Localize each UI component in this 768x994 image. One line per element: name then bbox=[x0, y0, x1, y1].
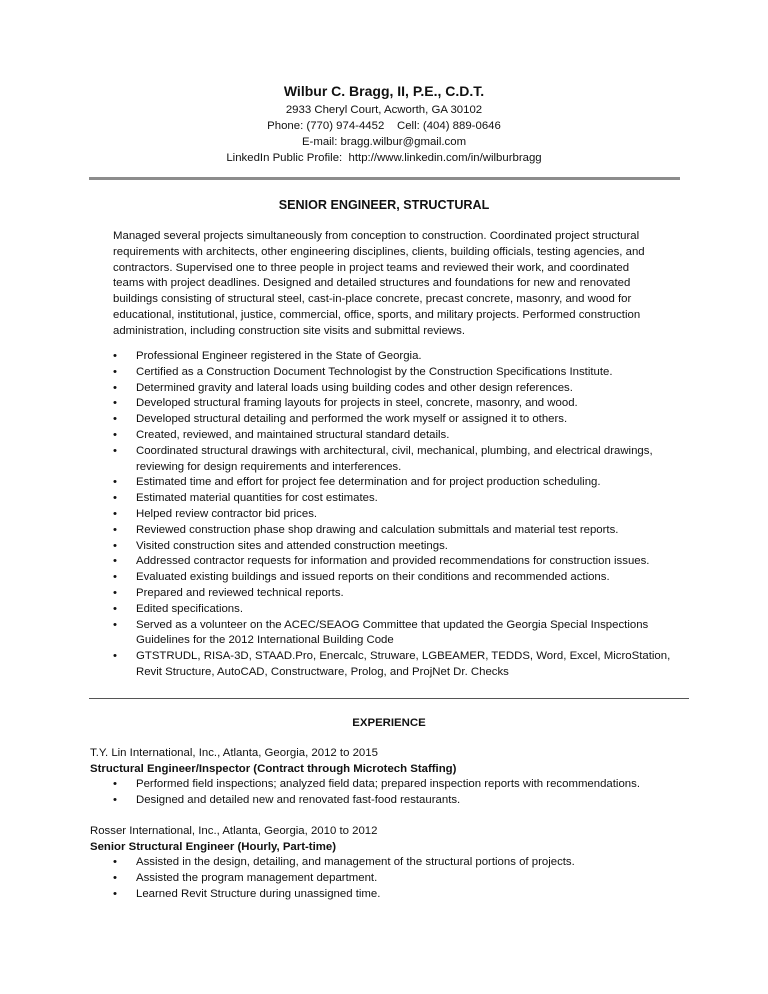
bullet-icon: • bbox=[113, 887, 117, 900]
company-line: Rosser International, Inc., Atlanta, Georgia, 2010 to 2012 bbox=[90, 825, 378, 837]
duty-text: Performed field inspections; analyzed field data; prepared inspection reports with recommendations. bbox=[136, 778, 640, 790]
bullet-icon: • bbox=[113, 365, 117, 378]
bullet-icon: • bbox=[113, 856, 117, 868]
qualification-item bbox=[113, 381, 693, 397]
bullet-icon: • bbox=[113, 793, 117, 806]
bullet-icon: • bbox=[113, 507, 117, 520]
qualification-item bbox=[113, 602, 693, 618]
qualification-item bbox=[113, 586, 693, 602]
qualification-text: Determined gravity and lateral loads using building codes and other design references. bbox=[136, 381, 573, 394]
qualification-item bbox=[113, 491, 693, 507]
qualification-item bbox=[113, 507, 693, 523]
bullet-icon: • bbox=[113, 571, 117, 584]
duty-item bbox=[113, 855, 700, 871]
duty-text: Assisted in the design, detailing, and management of the structural portions of projects. bbox=[136, 856, 575, 868]
qualification-item bbox=[113, 523, 693, 539]
qualification-item bbox=[113, 475, 693, 491]
role-title: Senior Structural Engineer (Hourly, Part-time) bbox=[90, 841, 336, 853]
qualification-text: Helped review contractor bid prices. bbox=[136, 507, 318, 520]
job-title: SENIOR ENGINEER, STRUCTURAL bbox=[278, 198, 490, 212]
qualification-item bbox=[113, 349, 693, 365]
qualification-text: Prepared and reviewed technical reports. bbox=[136, 586, 344, 599]
qualification-text: Evaluated existing buildings and issued reports on their conditions and recommended actions. bbox=[136, 571, 610, 584]
duties-list bbox=[113, 855, 700, 902]
company-line: T.Y. Lin International, Inc., Atlanta, Georgia, 2012 to 2015 bbox=[90, 747, 378, 759]
duty-item bbox=[113, 887, 700, 903]
bullet-icon: • bbox=[113, 650, 117, 663]
bullet-icon: • bbox=[113, 381, 117, 394]
bullet-icon: • bbox=[113, 428, 117, 441]
candidate-name: Wilbur C. Bragg, II, P.E., C.D.T. bbox=[283, 83, 485, 99]
qualification-text: Professional Engineer registered in the State of Georgia. bbox=[136, 350, 422, 362]
qualification-text: Estimated material quantities for cost estimates. bbox=[136, 492, 378, 505]
qualification-item bbox=[113, 618, 693, 650]
bullet-icon: • bbox=[113, 492, 117, 505]
duties-list bbox=[113, 777, 700, 809]
header-divider bbox=[89, 177, 680, 180]
qualification-text: Served as a volunteer on the ACEC/SEAOG Committee that updated the Georgia Special Inspections Guidelines for the 2012 International Building Code bbox=[136, 618, 649, 647]
qualification-text: GTSTRUDL, RISA-3D, STAAD.Pro, Enercalc, Struware, LGBEAMER, TEDDS, Word, Excel, MicroStation, Revit Structure, AutoCAD, Constructware, Prolog, and ProjNet Dr. Checks bbox=[136, 650, 671, 678]
contact-header bbox=[0, 82, 768, 166]
job-entry bbox=[90, 745, 700, 809]
summary-paragraph: Managed several projects simultaneously from conception to construction. Coordinated project structural requirements with architects, other engineering disciplines, clients, building officials, testing agencies, and contractors. Supervised one to three people in project teams and reviewed their work, and coordinated teams with project deadlines. Designed and detailed structures and foundations for new and renovated buildings consisting of structural steel, cast-in-place concrete, precast concrete, masonry, and wood for educational, institutional, justice, commercial, office, sports, and military projects. Performed construction administration, including construction site visits and submittal reviews. bbox=[113, 230, 645, 337]
bullet-icon: • bbox=[113, 586, 117, 599]
bullet-icon: • bbox=[113, 444, 117, 457]
qualification-text: Coordinated structural drawings with architectural, civil, mechanical, plumbing, and electrical drawings, reviewing for design requirements and interferences. bbox=[136, 444, 653, 473]
email: E-mail: bragg.wilbur@gmail.com bbox=[301, 136, 467, 148]
qualification-item bbox=[113, 570, 693, 586]
role-title: Structural Engineer/Inspector (Contract through Microtech Staffing) bbox=[90, 763, 457, 775]
address: 2933 Cheryl Court, Acworth, GA 30102 bbox=[285, 104, 483, 116]
qualification-item bbox=[113, 649, 693, 681]
duty-text: Assisted the program management department. bbox=[136, 871, 378, 884]
qualification-text: Created, reviewed, and maintained structural standard details. bbox=[136, 428, 450, 441]
qualification-item bbox=[113, 365, 693, 381]
job-entry bbox=[90, 823, 700, 902]
bullet-icon: • bbox=[113, 413, 117, 426]
bullet-icon: • bbox=[113, 397, 117, 410]
bullet-icon: • bbox=[113, 523, 117, 536]
qualification-text: Reviewed construction phase shop drawing and calculation submittals and material test reports. bbox=[136, 523, 619, 536]
duty-item bbox=[113, 777, 700, 793]
bullet-icon: • bbox=[113, 555, 117, 568]
bullet-icon: • bbox=[113, 476, 117, 489]
duty-item bbox=[113, 793, 700, 809]
qualification-text: Developed structural framing layouts for projects in steel, concrete, masonry, and wood. bbox=[136, 397, 578, 410]
qualification-text: Certified as a Construction Document Technologist by the Construction Specifications Institute. bbox=[136, 365, 613, 378]
duty-item bbox=[113, 871, 700, 887]
qualification-item bbox=[113, 539, 693, 555]
qualification-text: Estimated time and effort for project fee determination and for project production scheduling. bbox=[136, 476, 601, 489]
duty-text: Designed and detailed new and renovated fast-food restaurants. bbox=[136, 793, 461, 806]
qualification-text: Edited specifications. bbox=[136, 602, 244, 615]
section-divider bbox=[89, 698, 689, 699]
qualification-item bbox=[113, 412, 693, 428]
bullet-icon: • bbox=[113, 539, 117, 552]
bullet-icon: • bbox=[113, 871, 117, 884]
qualification-text: Addressed contractor requests for information and provided recommendations for construction issues. bbox=[136, 555, 650, 568]
experience-heading: EXPERIENCE bbox=[352, 717, 426, 729]
qualification-item bbox=[113, 554, 693, 570]
bullet-icon: • bbox=[113, 618, 117, 631]
phone-numbers: Phone: (770) 974-4452 Cell: (404) 889-0646 bbox=[267, 120, 501, 132]
duty-text: Learned Revit Structure during unassigned time. bbox=[136, 887, 381, 900]
bullet-icon: • bbox=[113, 602, 117, 615]
qualification-item bbox=[113, 396, 693, 412]
bullet-icon: • bbox=[113, 778, 117, 790]
linkedin-profile: LinkedIn Public Profile: http://www.linkedin.com/in/wilburbragg bbox=[226, 152, 542, 164]
bullet-icon: • bbox=[113, 350, 117, 362]
qualification-item bbox=[113, 428, 693, 444]
qualification-item bbox=[113, 444, 693, 476]
qualification-text: Visited construction sites and attended construction meetings. bbox=[136, 539, 448, 552]
qualification-text: Developed structural detailing and performed the work myself or assigned it to others. bbox=[136, 413, 568, 426]
qualifications-list bbox=[113, 349, 693, 681]
